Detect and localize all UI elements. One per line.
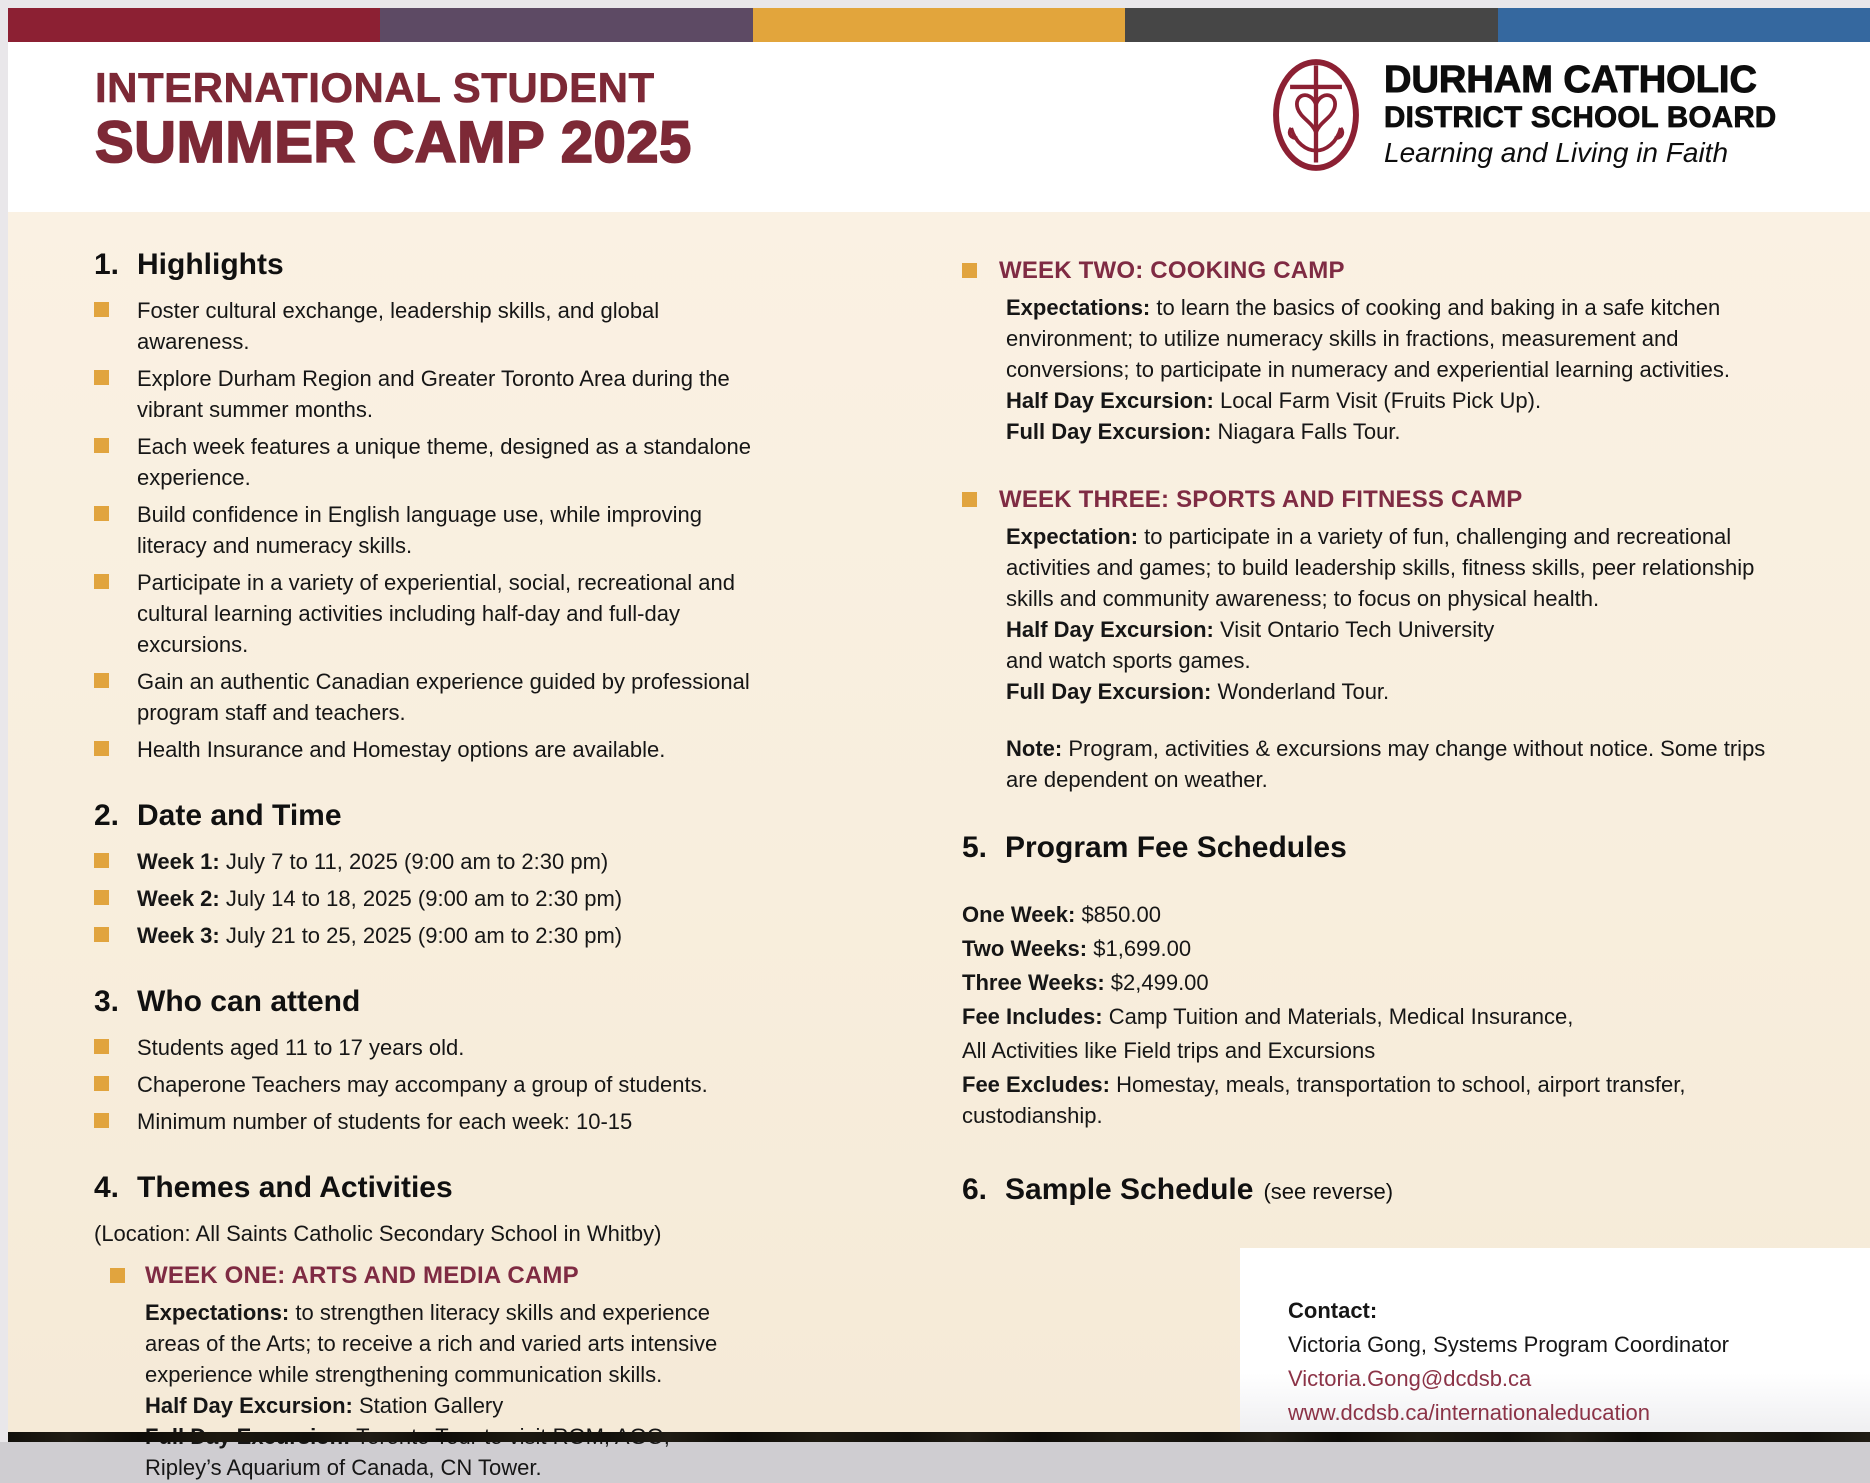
list-item bbox=[94, 431, 759, 493]
logo-tagline: Learning and Living in Faith bbox=[1384, 137, 1729, 168]
right-column bbox=[962, 256, 1842, 1222]
bullet-icon bbox=[94, 438, 109, 453]
item-value: July 7 to 11, 2025 (9:00 am to 2:30 pm) bbox=[225, 849, 609, 874]
fee-includes-line bbox=[962, 1001, 1810, 1032]
list-item bbox=[94, 363, 759, 425]
note-text: Program, activities & excursions may change without notice. Some trips are dependent on weather. bbox=[1006, 736, 1766, 792]
bar-segment-purple bbox=[380, 8, 752, 42]
list-item bbox=[94, 1106, 759, 1137]
line-text: to strengthen literacy skills and experience areas of the Arts; to receive a rich and varied arts intensive experience while strengthening communication skills. bbox=[145, 1300, 718, 1387]
flyer-canvas bbox=[8, 8, 1870, 1480]
bullet-icon bbox=[94, 1039, 109, 1054]
fee-line-one-week bbox=[962, 899, 1810, 930]
list-item-text: Minimum number of students for each week: 10-15 bbox=[137, 1109, 633, 1134]
logo-org-line1: DURHAM CATHOLIC bbox=[1384, 59, 1757, 101]
list-item bbox=[94, 920, 759, 951]
list-item bbox=[94, 1069, 759, 1100]
section-title: Highlights bbox=[137, 248, 284, 281]
contact-name: Victoria Gong, Systems Program Coordinator bbox=[1288, 1332, 1729, 1357]
fee-excludes-line bbox=[962, 1069, 1810, 1131]
section-number: 1. bbox=[94, 248, 120, 281]
line-text: Ripley’s Aquarium of Canada, CN Tower. bbox=[145, 1455, 542, 1480]
contact-box bbox=[1240, 1248, 1870, 1432]
section-who-heading bbox=[94, 985, 759, 1019]
week-three-body bbox=[1006, 521, 1762, 707]
bullet-icon bbox=[94, 1113, 109, 1128]
fees-list bbox=[962, 899, 1810, 1131]
list-item-text: Students aged 11 to 17 years old. bbox=[137, 1035, 465, 1060]
list-item-text: Explore Durham Region and Greater Toronto Area during the vibrant summer months. bbox=[137, 366, 730, 422]
fee-value: $1,699.00 bbox=[1093, 936, 1192, 961]
line-label: Full Day Excursion: bbox=[1006, 419, 1212, 444]
contact-website-row bbox=[1288, 1396, 1870, 1430]
list-item-text bbox=[137, 883, 622, 914]
fee-text: Homestay, meals, transportation to school, airport transfer, custodianship. bbox=[962, 1072, 1686, 1128]
page-title bbox=[95, 64, 692, 174]
item-label: Week 1: bbox=[137, 849, 220, 874]
list-item bbox=[94, 666, 759, 728]
fee-label: Two Weeks: bbox=[962, 936, 1088, 961]
section-number: 5. bbox=[962, 831, 988, 864]
line-text: to learn the basics of cooking and baking in a safe kitchen environment; to utilize numeracy skills in fractions, measurement and conversions; to participate in numeracy and experiential learning activities. bbox=[1006, 295, 1730, 382]
full-day-line bbox=[1006, 676, 1762, 707]
fee-value: $2,499.00 bbox=[1110, 970, 1209, 995]
section-number: 2. bbox=[94, 799, 120, 832]
fee-label: Fee Excludes: bbox=[962, 1072, 1110, 1097]
week-one-block bbox=[94, 1261, 759, 1483]
list-item bbox=[94, 883, 759, 914]
week-two-heading: WEEK TWO: COOKING CAMP bbox=[999, 257, 1345, 284]
line-text: Niagara Falls Tour. bbox=[1217, 419, 1401, 444]
list-item bbox=[94, 1032, 759, 1063]
week-two-block bbox=[962, 256, 1842, 447]
contact-email-row bbox=[1288, 1362, 1870, 1396]
list-item-text: Chaperone Teachers may accompany a group of students. bbox=[137, 1072, 708, 1097]
list-item-text: Each week features a unique theme, designed as a standalone experience. bbox=[137, 434, 751, 490]
week-one-body bbox=[145, 1297, 751, 1483]
line-label: Full Day Excursion: bbox=[1006, 679, 1212, 704]
list-item bbox=[94, 295, 759, 357]
themes-location: (Location: All Saints Catholic Secondary School in Whitby) bbox=[94, 1221, 662, 1246]
bar-segment-blue bbox=[1498, 8, 1870, 42]
section-date-time-heading bbox=[94, 799, 759, 833]
title-line-1: INTERNATIONAL STUDENT bbox=[95, 64, 655, 111]
dcdsb-logo bbox=[1262, 54, 1777, 176]
fee-label: Fee Includes: bbox=[962, 1004, 1103, 1029]
bullet-icon bbox=[94, 1076, 109, 1091]
section-number: 3. bbox=[94, 985, 120, 1018]
dcdsb-crest-icon bbox=[1262, 54, 1370, 176]
fee-label: Three Weeks: bbox=[962, 970, 1105, 995]
list-item-text: Participate in a variety of experiential, social, recreational and cultural learning activities including half-day and full-day excursions. bbox=[137, 570, 735, 657]
line-text: to participate in a variety of fun, challenging and recreational activities and games; to build leadership skills, fitness skills, peer relationship skills and community awareness; to focus on physical health. bbox=[1006, 524, 1755, 611]
line-label: Half Day Excursion: bbox=[145, 1393, 353, 1418]
week-three-heading-row bbox=[962, 485, 1842, 514]
section-fees-heading bbox=[962, 831, 1842, 865]
section-number: 6. bbox=[962, 1173, 988, 1206]
bullet-icon bbox=[94, 506, 109, 521]
bar-segment-maroon bbox=[8, 8, 380, 42]
item-value: July 14 to 18, 2025 (9:00 am to 2:30 pm) bbox=[225, 886, 623, 911]
list-item-text bbox=[137, 920, 622, 951]
list-item bbox=[94, 567, 759, 660]
line-text: Station Gallery bbox=[358, 1393, 504, 1418]
section-title: Sample Schedule bbox=[1005, 1173, 1254, 1206]
bullet-icon bbox=[94, 927, 109, 942]
week-two-body bbox=[1006, 292, 1762, 447]
contact-website-link[interactable]: www.dcdsb.ca/internationaleducation bbox=[1288, 1400, 1651, 1425]
section-title: Date and Time bbox=[137, 799, 342, 832]
item-label: Week 3: bbox=[137, 923, 220, 948]
section-themes-heading bbox=[94, 1171, 759, 1205]
bullet-icon bbox=[94, 302, 109, 317]
week-three-block bbox=[962, 485, 1842, 707]
list-item-text: Gain an authentic Canadian experience guided by professional program staff and teachers. bbox=[137, 669, 750, 725]
expectations-line bbox=[1006, 292, 1762, 385]
section-title: Program Fee Schedules bbox=[1005, 831, 1347, 864]
who-list bbox=[94, 1032, 759, 1137]
note-line bbox=[1006, 733, 1776, 795]
fee-line-three-weeks bbox=[962, 967, 1810, 998]
section-number: 4. bbox=[94, 1171, 120, 1204]
bullet-icon bbox=[94, 574, 109, 589]
half-day-line bbox=[1006, 385, 1762, 416]
highlights-list bbox=[94, 295, 759, 765]
contact-heading: Contact: bbox=[1288, 1298, 1378, 1323]
bullet-icon bbox=[94, 890, 109, 905]
week-one-heading: WEEK ONE: ARTS AND MEDIA CAMP bbox=[145, 1262, 579, 1289]
line-text: Visit Ontario Tech University bbox=[1219, 617, 1495, 642]
bullet-icon bbox=[94, 673, 109, 688]
logo-text bbox=[1384, 59, 1777, 171]
line-label: Expectations: bbox=[1006, 295, 1151, 320]
week-three-heading: WEEK THREE: SPORTS AND FITNESS CAMP bbox=[999, 486, 1523, 513]
list-item-text: Foster cultural exchange, leadership skills, and global awareness. bbox=[137, 298, 660, 354]
line-label: Expectations: bbox=[145, 1300, 290, 1325]
fee-value: $850.00 bbox=[1081, 902, 1161, 927]
fee-includes-continuation: All Activities like Field trips and Excursions bbox=[962, 1038, 1376, 1063]
bullet-icon bbox=[94, 741, 109, 756]
half-day-line bbox=[145, 1390, 751, 1421]
line-label: Half Day Excursion: bbox=[1006, 617, 1214, 642]
section-highlights-heading bbox=[94, 248, 759, 282]
list-item bbox=[94, 499, 759, 561]
full-day-line bbox=[145, 1421, 751, 1483]
line-text: Local Farm Visit (Fruits Pick Up). bbox=[1219, 388, 1542, 413]
fee-text: Camp Tuition and Materials, Medical Insurance, bbox=[1108, 1004, 1574, 1029]
line-label: Half Day Excursion: bbox=[1006, 388, 1214, 413]
header bbox=[8, 42, 1870, 212]
fee-label: One Week: bbox=[962, 902, 1076, 927]
bullet-icon bbox=[94, 853, 109, 868]
section-title: Who can attend bbox=[137, 985, 361, 1018]
top-color-bar bbox=[8, 8, 1870, 42]
bullet-icon bbox=[110, 1268, 125, 1283]
list-item bbox=[94, 734, 759, 765]
bullet-icon bbox=[962, 492, 977, 507]
line-text: Wonderland Tour. bbox=[1217, 679, 1390, 704]
date-time-list bbox=[94, 846, 759, 951]
list-item-text: Build confidence in English language use, while improving literacy and numeracy skills. bbox=[137, 502, 703, 558]
photo-strip bbox=[8, 1432, 1870, 1442]
bullet-icon bbox=[962, 263, 977, 278]
list-item bbox=[94, 846, 759, 877]
full-day-line bbox=[1006, 416, 1762, 447]
left-column bbox=[94, 248, 759, 1483]
week-two-heading-row bbox=[962, 256, 1842, 285]
list-item-text: Health Insurance and Homestay options are available. bbox=[137, 737, 666, 762]
section-title: Themes and Activities bbox=[137, 1171, 453, 1204]
fee-line-two-weeks bbox=[962, 933, 1810, 964]
list-item-text bbox=[137, 846, 608, 877]
sample-suffix: (see reverse) bbox=[1263, 1179, 1394, 1204]
logo-org-line2: DISTRICT SCHOOL BOARD bbox=[1384, 101, 1777, 134]
bullet-icon bbox=[94, 370, 109, 385]
line-label: Expectation: bbox=[1006, 524, 1139, 549]
section-sample-heading bbox=[962, 1173, 1842, 1209]
item-label: Week 2: bbox=[137, 886, 220, 911]
note-label: Note: bbox=[1006, 736, 1063, 761]
half-day-continuation: and watch sports games. bbox=[1006, 648, 1251, 673]
expectation-line bbox=[1006, 521, 1762, 614]
bar-segment-gold bbox=[753, 8, 1125, 42]
contact-email-link[interactable]: Victoria.Gong@dcdsb.ca bbox=[1288, 1366, 1532, 1391]
item-value: July 21 to 25, 2025 (9:00 am to 2:30 pm) bbox=[225, 923, 623, 948]
half-day-line bbox=[1006, 614, 1762, 645]
expectations-line bbox=[145, 1297, 751, 1390]
week-one-heading-row bbox=[110, 1261, 759, 1290]
title-line-2: SUMMER CAMP 2025 bbox=[95, 110, 692, 175]
bar-segment-gray bbox=[1125, 8, 1497, 42]
